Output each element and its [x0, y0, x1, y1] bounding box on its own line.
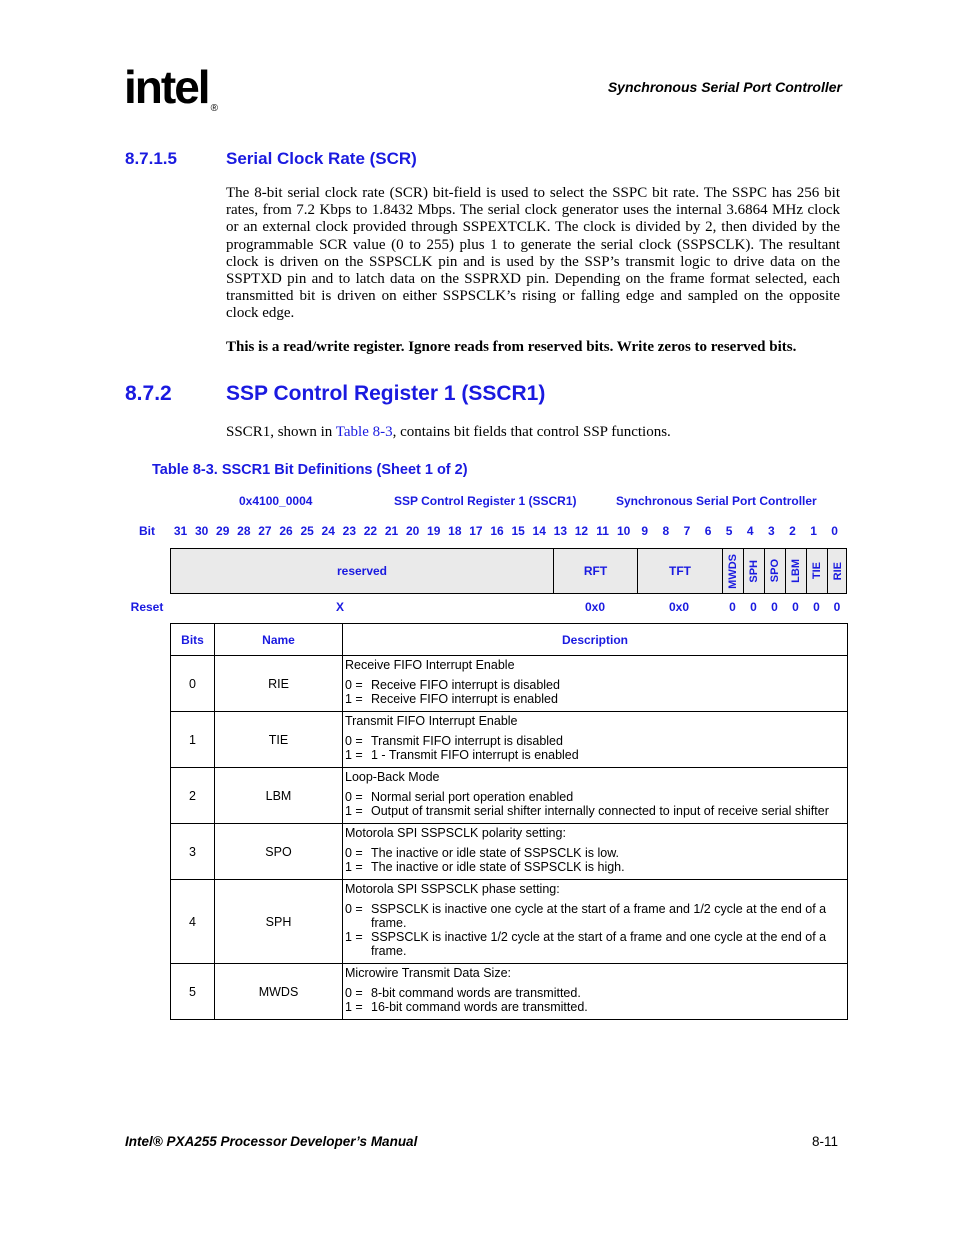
bit-number: 15	[511, 524, 525, 538]
reset-lbm: 0	[792, 600, 799, 614]
logo-text: intel	[124, 61, 209, 113]
row-bit: 5	[171, 964, 215, 1020]
row-bit: 1	[171, 712, 215, 768]
bit-number: 21	[384, 524, 399, 538]
bit-number: 30	[194, 524, 209, 538]
row-description	[343, 824, 848, 880]
option-value: 1 =	[345, 860, 363, 874]
field-reserved: reserved	[171, 549, 554, 593]
description-title: Motorola SPI SSPSCLK phase setting:	[345, 882, 560, 896]
bit-number: 0	[831, 524, 838, 538]
option-meaning: The inactive or idle state of SSPSCLK is low.	[371, 846, 620, 860]
field-spo	[765, 549, 786, 593]
table-row	[171, 964, 848, 1020]
row-name: TIE	[215, 712, 343, 768]
read-write-note: This is a read/write register. Ignore reads from reserved bits. Write zeros to reserved bits.	[226, 339, 797, 355]
row-bit: 3	[171, 824, 215, 880]
reset-tft: 0x0	[668, 600, 690, 614]
bit-definition-table	[170, 623, 848, 1020]
bit-number: 14	[532, 524, 546, 538]
reset-sph: 0	[750, 600, 757, 614]
table-row	[171, 712, 848, 768]
col-header-description: Description	[343, 624, 848, 656]
description-option	[345, 846, 845, 860]
description-option	[345, 902, 845, 930]
field-tie-label: TIE	[811, 562, 823, 580]
bit-number: 11	[596, 524, 609, 538]
footer-manual-title: Intel® PXA255 Processor Developer’s Manual	[125, 1134, 418, 1149]
description-title: Receive FIFO Interrupt Enable	[345, 658, 515, 672]
reset-row-label: Reset	[130, 600, 164, 614]
table-caption: Table 8-3. SSCR1 Bit Definitions (Sheet 1 of 2)	[152, 462, 468, 478]
bit-number: 23	[342, 524, 357, 538]
bit-number: 7	[683, 524, 691, 538]
row-description	[343, 768, 848, 824]
row-name: RIE	[215, 656, 343, 712]
row-bit: 2	[171, 768, 215, 824]
row-name: SPH	[215, 880, 343, 964]
bit-number: 8	[662, 524, 670, 538]
bit-number: 18	[448, 524, 462, 538]
field-sph-label: SPH	[748, 559, 760, 583]
description-option	[345, 930, 845, 958]
running-header-title: Synchronous Serial Port Controller	[607, 79, 842, 95]
description-option	[345, 860, 845, 874]
field-rie	[828, 549, 848, 593]
field-tft: TFT	[638, 549, 723, 593]
description-option	[345, 678, 845, 692]
description-option	[345, 734, 845, 748]
description-title: Transmit FIFO Interrupt Enable	[345, 714, 518, 728]
option-value: 0 =	[345, 734, 363, 748]
option-value: 0 =	[345, 902, 363, 916]
section-title-scr: Serial Clock Rate (SCR)	[226, 149, 417, 168]
option-meaning: Receive FIFO interrupt is enabled	[371, 692, 558, 706]
option-meaning: Normal serial port operation enabled	[371, 790, 574, 804]
row-name: MWDS	[215, 964, 343, 1020]
option-value: 0 =	[345, 678, 363, 692]
option-meaning: 8-bit command words are transmitted.	[371, 986, 581, 1000]
bit-number: 12	[574, 524, 589, 538]
field-lbm-label: LBM	[790, 559, 802, 583]
option-meaning: Transmit FIFO interrupt is disabled	[371, 734, 563, 748]
scr-body-paragraph: The 8-bit serial clock rate (SCR) bit-field is used to select the SSPC bit rate. The SSPC has 256 bit rates, from 7.2 Kbps to 1.8432 Mbps. The serial clock generator uses the internal 3.6864 MHz clock or an external clock provided through SSPEXTCLK. The clock is divided by 2, then divided by the programmable SCR value (0 to 255) plus 1 to generate the serial clock (SSPSCLK). The resultant clock is driven on the SSPSCLK pin and is used by the SSP’s transmit logic to drive data on the SSPTXD pin and to latch data on the SSPRXD pin. Depending on the frame format selected, each transmitted bit is driven on either SSPSCLK’s rising or falling edge and sampled on the opposite clock edge.	[226, 185, 840, 322]
field-mwds	[723, 549, 744, 593]
table-row	[171, 768, 848, 824]
description-option	[345, 692, 845, 706]
reset-rie: 0	[833, 600, 841, 614]
field-tie	[807, 549, 828, 593]
bit-number: 25	[300, 524, 314, 538]
description-option	[345, 986, 845, 1000]
option-meaning: SSPSCLK is inactive 1/2 cycle at the start of a frame and one cycle at the end of a frame.	[371, 930, 827, 958]
row-name: SPO	[215, 824, 343, 880]
row-name: LBM	[215, 768, 343, 824]
bit-number: 2	[789, 524, 796, 538]
description-option	[345, 1000, 845, 1014]
table-row	[171, 824, 848, 880]
option-meaning: The inactive or idle state of SSPSCLK is high.	[371, 860, 625, 874]
bit-number: 3	[768, 524, 775, 538]
reset-mwds: 0	[729, 600, 736, 614]
description-title: Motorola SPI SSPSCLK polarity setting:	[345, 826, 566, 840]
col-header-name: Name	[215, 624, 343, 656]
section-number-8-7-2: 8.7.2	[125, 382, 172, 405]
table-row	[171, 880, 848, 964]
option-value: 1 =	[345, 748, 363, 762]
register-unit: Synchronous Serial Port Controller	[616, 494, 817, 508]
intro-text-post: , contains bit fields that control SSP functions.	[392, 424, 671, 440]
reset-spo: 0	[771, 600, 778, 614]
option-meaning: Receive FIFO interrupt is disabled	[371, 678, 560, 692]
option-value: 1 =	[345, 930, 363, 944]
intel-logo	[124, 60, 218, 114]
register-field-row	[170, 548, 847, 594]
description-option	[345, 790, 845, 804]
reset-tie: 0	[813, 600, 820, 614]
reset-reserved: X	[335, 600, 344, 614]
col-header-bits: Bits	[171, 624, 215, 656]
option-value: 0 =	[345, 986, 363, 1000]
bit-number: 19	[427, 524, 441, 538]
bit-number: 4	[746, 524, 754, 538]
reset-rft: 0x0	[584, 600, 606, 614]
bit-number: 9	[641, 524, 649, 538]
row-description	[343, 656, 848, 712]
bit-number: 10	[616, 524, 631, 538]
row-description	[343, 964, 848, 1020]
option-value: 0 =	[345, 846, 363, 860]
option-value: 1 =	[345, 804, 363, 818]
bit-number: 17	[469, 524, 483, 538]
field-mwds-label: MWDS	[727, 553, 739, 589]
option-meaning: SSPSCLK is inactive one cycle at the start of a frame and 1/2 cycle at the end of a frame.	[371, 902, 827, 930]
field-rie-label: RIE	[832, 561, 844, 581]
table-8-3-link[interactable]: Table 8-3	[335, 424, 393, 440]
row-bit: 0	[171, 656, 215, 712]
option-value: 1 =	[345, 1000, 363, 1014]
bit-number: 22	[363, 524, 378, 538]
logo-registered-mark: ®	[210, 103, 218, 114]
intro-text-pre: SSCR1, shown in	[226, 424, 336, 440]
bit-number: 24	[321, 524, 335, 538]
description-option	[345, 804, 845, 818]
bit-number: 26	[279, 524, 293, 538]
bit-number: 20	[405, 524, 420, 538]
section-title-sscr1: SSP Control Register 1 (SSCR1)	[226, 382, 546, 405]
register-address: 0x4100_0004	[239, 494, 313, 508]
footer-page-number: 8-11	[811, 1134, 838, 1149]
bit-number: 1	[810, 524, 817, 538]
bit-number: 27	[258, 524, 272, 538]
bit-number: 16	[490, 524, 504, 538]
row-description	[343, 712, 848, 768]
table-row	[171, 656, 848, 712]
option-meaning: 16-bit command words are transmitted.	[371, 1000, 588, 1014]
bit-number: 5	[725, 524, 733, 538]
field-rft: RFT	[554, 549, 638, 593]
bit-number: 6	[704, 524, 712, 538]
description-title: Loop-Back Mode	[345, 770, 440, 784]
section-number-8-7-1-5: 8.7.1.5	[125, 149, 177, 168]
option-value: 0 =	[345, 790, 363, 804]
description-option	[345, 748, 845, 762]
field-sph	[744, 549, 765, 593]
option-value: 1 =	[345, 692, 363, 706]
bit-row-label: Bit	[139, 524, 155, 538]
bit-number: 28	[237, 524, 251, 538]
register-name: SSP Control Register 1 (SSCR1)	[394, 494, 577, 508]
description-title: Microwire Transmit Data Size:	[345, 966, 512, 980]
table-body	[171, 656, 848, 1020]
bit-number: 29	[216, 524, 230, 538]
bit-number: 13	[553, 524, 568, 538]
row-description	[343, 880, 848, 964]
row-bit: 4	[171, 880, 215, 964]
field-spo-label: SPO	[769, 559, 781, 583]
table-header-row	[171, 624, 848, 656]
option-meaning: Output of transmit serial shifter internally connected to input of receive serial shifter	[371, 804, 829, 818]
sscr1-intro	[226, 424, 671, 441]
field-lbm	[786, 549, 807, 593]
bit-number: 31	[173, 524, 188, 538]
option-meaning: 1 - Transmit FIFO interrupt is enabled	[371, 748, 579, 762]
